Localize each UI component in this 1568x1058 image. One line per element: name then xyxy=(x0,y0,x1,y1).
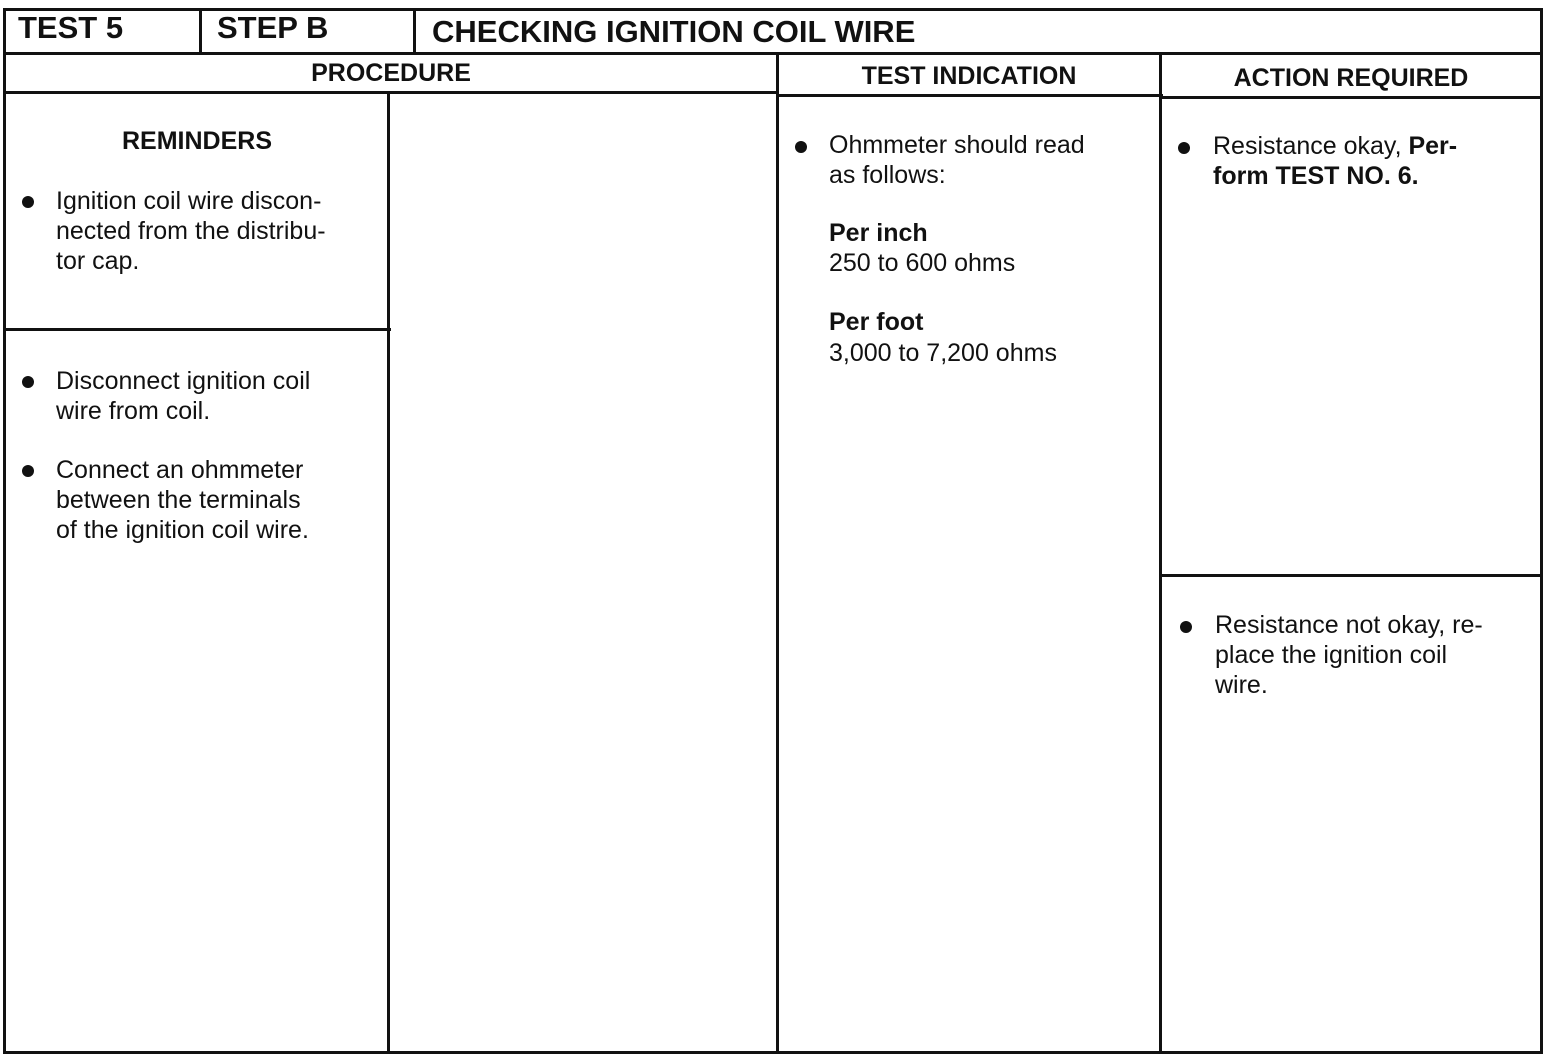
column-header-procedure: PROCEDURE xyxy=(311,59,471,87)
table-border-left xyxy=(3,8,6,1054)
bullet-icon xyxy=(22,465,34,477)
step-label: STEP B xyxy=(217,10,329,45)
table-border-right xyxy=(1540,8,1543,1054)
header-divider xyxy=(3,52,1543,55)
indication-action-divider xyxy=(1159,52,1162,1054)
bullet-icon xyxy=(1178,142,1190,154)
procedure-indication-divider xyxy=(776,52,779,1054)
bullet-icon xyxy=(22,376,34,388)
procedure-step: Connect an ohmmeter between the terminals of the ignition coil wire. xyxy=(56,456,309,544)
column-header-divider-action xyxy=(1161,96,1543,99)
test-indication-item: Ohmmeter should read as follows: xyxy=(829,131,1085,189)
reminders-heading: REMINDERS xyxy=(121,127,272,155)
per-foot-label: Per foot xyxy=(829,308,924,336)
per-inch-label: Per inch xyxy=(829,219,928,247)
procedure-inner-divider xyxy=(387,91,390,1054)
per-foot-value: 3,000 to 7,200 ohms xyxy=(829,339,1057,367)
procedure-step: Disconnect ignition coil wire from coil. xyxy=(56,367,311,425)
action-resistance-ok: Resistance okay, Per- form TEST NO. 6. xyxy=(1213,132,1458,190)
reminder-item: Ignition coil wire discon- nected from the distribu- tor cap. xyxy=(56,187,326,275)
column-header-divider-procedure xyxy=(3,91,779,94)
reminders-divider xyxy=(3,328,391,331)
column-header-divider-indication xyxy=(777,94,1163,97)
header-divider-step xyxy=(413,8,416,54)
test-number: TEST 5 xyxy=(18,10,124,45)
column-header-action-required: ACTION REQUIRED xyxy=(1233,64,1469,92)
header-divider-test xyxy=(199,8,202,54)
action-resistance-not-ok: Resistance not okay, re- place the ignition coil wire. xyxy=(1215,611,1483,699)
bullet-icon xyxy=(1180,621,1192,633)
column-header-test-indication: TEST INDICATION xyxy=(861,62,1077,90)
per-inch-value: 250 to 600 ohms xyxy=(829,249,1016,277)
bullet-icon xyxy=(795,141,807,153)
page-title: CHECKING IGNITION COIL WIRE xyxy=(432,14,916,49)
action-divider xyxy=(1161,574,1543,577)
bullet-icon xyxy=(22,196,34,208)
table-border-bottom xyxy=(3,1051,1543,1054)
